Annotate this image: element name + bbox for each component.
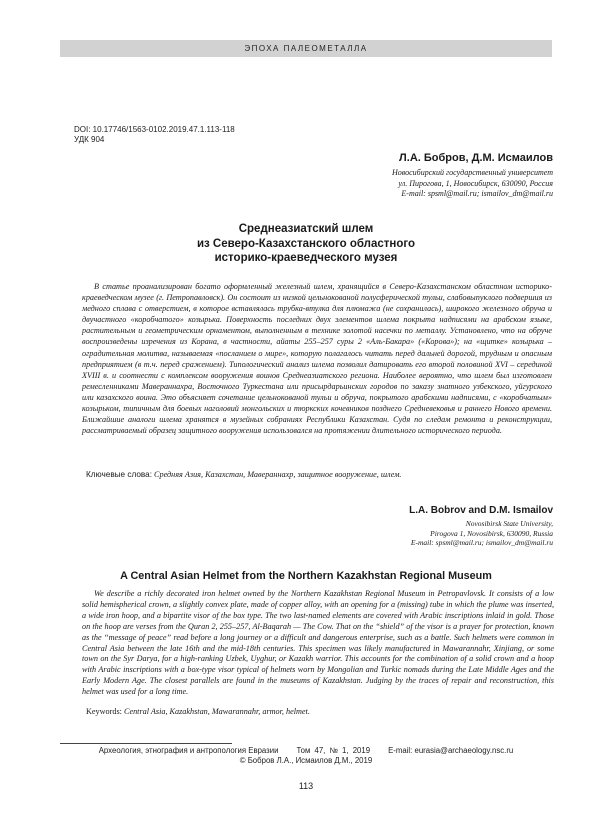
abstract-en: We describe a richly decorated iron helmet owned by the Northern Kazakhstan Regional Museum in Petropavlovsk. It consists of a low solid hemispherical crown, a slightly convex plate, made of copper alloy, with an opening for a (missing) tube in which the plume was inserted, a wide iron hoop, and a bipartite visor of the box type. The two last-named elements are covered with Arabic inscriptions inlaid in gold. Those on the hoop are verses from the Quran 2, 255–257, Al-Baqarah — The Cow. That on the “shield” of the visor is a prayer for protection, known as the “message of peace” read before a long journey or a difficult and dangerous enterprise, such as a battle. Such helmets were common in Central Asia between the late 16th and the mid-18th centuries. This specimen was likely manufactured in Mawarannahr, Xinjiang, or some town on the Syr Darya, for a high-ranking Uzbek, Uyghur, or Kazakh warrior. This accounts for the combination of a solid crown and a hoop with Arabic inscriptions with a box-type visor typical of helmets worn by Mongolian and Turkic nomads during the Late Middle Ages and the Early Modern Age. The closest parallels are found in the museums of Kazakhstan. Judging by the traces of repair and reconstruction, this helmet was used for a long time. — [82, 589, 554, 697]
title-ru-line-2: из Северо-Казахстанского областного — [196, 237, 416, 250]
keywords-ru-label: Ключевые слова: — [86, 470, 152, 479]
authors-ru-names: Л.А. Бобров, Д.М. Исмаилов — [399, 152, 553, 164]
udk-code: УДК 904 — [74, 135, 105, 144]
keywords-ru-text: Средняя Азия, Казахстан, Мавераннахр, защитное вооружение, шлем. — [154, 470, 402, 479]
doi-link[interactable]: DOI: 10.17746/1563-0102.2019.47.1.113-118 — [74, 125, 235, 134]
title-ru-line-1: Среднеазиатский шлем — [238, 223, 374, 235]
affiliation-en-line-2: Pirogova 1, Novosibirsk, 630090, Russia — [430, 528, 553, 538]
affiliation-ru-line-1: Новосибирский государственный университет — [391, 168, 553, 177]
affiliation-ru-line-2: ул. Пирогова, 1, Новосибирск, 630090, Россия — [398, 178, 553, 188]
authors-en-names: L.A. Bobrov and D.M. Ismailov — [409, 505, 553, 516]
section-header — [60, 40, 552, 57]
affiliation-en-line-1: Novosibirsk State University, — [465, 519, 553, 528]
keywords-ru — [86, 470, 401, 480]
footer-volume: Том 47, № 1, 2019 — [296, 746, 371, 755]
title-ru — [60, 222, 552, 266]
footer-divider — [60, 743, 232, 744]
footer — [60, 746, 552, 766]
abstract-ru: В статье проанализирован богато оформленный железный шлем, хранящийся в Северо-Казахстанском областном историко-краеведческом музее (г. Петропавловск). Он состоит из низкой цельнокованой полусферической тульи, слабовыпуклого подвершия из медного сплава с отверстием, в которое вставлялась трубка-втулка для плюмажа (не сохранилась), широкого железного обруча и двучастного «коробчатого» козырька. Поверхность последних двух элементов шлема покрыта надписями на арабском языке, растительным и геометрическим орнаментом, выполненным в технике золотой насечки по металлу. Установлено, что на обруче воспроизведены изречения из Корана, в частности, айаты 255–257 суры 2 «Аль-Бакара» («Корова»); на «щитке» козырька – оградительная молитва, называемая «посланием о мире», которую полагалось читать перед дальней дорогой, трудным и опасным предприятием (в т.ч. перед сражением). Типологический анализ шлема позволил датировать его второй половиной XVI – серединой XVIII в. и соотнести с комплексом вооружения воинов Среднеазиатского региона. Наиболее вероятно, что шлем был изготовлен ремесленниками Мавераннахра, Восточного Туркестана или присырдарьинских городов по заказу знатного узбекского, уйгурского или казахского воина. Это объясняет сочетание цельнокованой тульи и обруча, покрытого арабскими надписями, с «коробчатым» козырьком, типичным для боевых наголовий монгольских и тюркских кочевников позднего Средневековья и раннего Нового времени. Ближайшие аналоги шлема хранятся в музейных собраниях Республики Казахстан. Судя по следам ремонта и реконструкции, рассматриваемый образец защитного вооружения использовался на протяжении длительного исторического периода. — [82, 282, 552, 436]
authors-ru-block — [392, 152, 553, 200]
title-en: A Central Asian Helmet from the Northern Kazakhstan Regional Museum — [120, 570, 492, 582]
section-title: ЭПОХА ПАЛЕОМЕТАЛЛА — [244, 44, 368, 53]
keywords-en-text: Central Asia, Kazakhstan, Mawarannahr, armor, helmet. — [123, 707, 310, 716]
keywords-en — [86, 707, 310, 717]
authors-en-block — [409, 505, 553, 548]
affiliation-en-email[interactable]: E-mail: spsml@mail.ru; ismailov_dm@mail.ru — [410, 538, 553, 547]
page-number: 113 — [298, 781, 314, 791]
title-ru-line-3: историко-краеведческого музея — [214, 252, 398, 264]
keywords-en-label: Keywords: — [86, 707, 122, 716]
doi-block — [74, 125, 235, 145]
footer-journal: Археология, этнография и антропология Евразии — [98, 746, 279, 755]
affiliation-ru-email[interactable]: E-mail: spsml@mail.ru; ismailov_dm@mail.ru — [401, 189, 553, 198]
footer-copyright: © Бобров Л.А., Исмаилов Д.М., 2019 — [239, 756, 373, 765]
footer-email[interactable]: E-mail: eurasia@archaeology.nsc.ru — [388, 746, 514, 755]
